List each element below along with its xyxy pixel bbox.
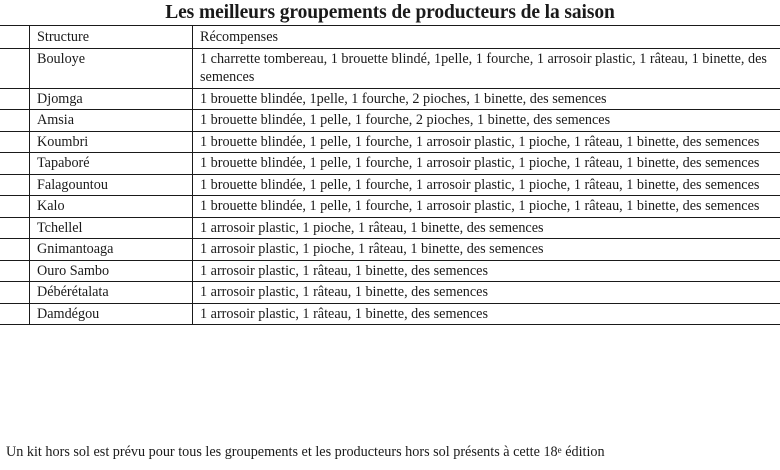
structure-cell: Kalo: [30, 196, 193, 218]
rank-cell: [0, 196, 30, 218]
header-structure: Structure: [30, 26, 193, 49]
table-row: [0, 131, 780, 153]
rewards-cell: 1 arrosoir plastic, 1 pioche, 1 râteau, 1 binette, des semences: [193, 217, 780, 239]
structure-cell: Falagountou: [30, 174, 193, 196]
rank-cell: [0, 303, 30, 325]
rank-cell: [0, 260, 30, 282]
footnote: [6, 444, 605, 461]
table-row: [0, 153, 780, 175]
structure-cell: Ouro Sambo: [30, 260, 193, 282]
header-rewards: Récompenses: [193, 26, 780, 49]
header-rank: [0, 26, 30, 49]
page-title: Les meilleurs groupements de producteurs de la saison: [165, 2, 615, 23]
structure-cell: Débérétalata: [30, 282, 193, 304]
rewards-cell: 1 brouette blindée, 1 pelle, 1 fourche, 1 arrosoir plastic, 1 pioche, 1 râteau, 1 binette, des semences: [193, 174, 780, 196]
structure-cell: Bouloye: [30, 48, 193, 88]
table-row: [0, 217, 780, 239]
table-row: [0, 303, 780, 325]
footnote-superscript: e: [557, 445, 562, 455]
rewards-cell: 1 brouette blindée, 1 pelle, 1 fourche, 2 pioches, 1 binette, des semences: [193, 110, 780, 132]
rewards-cell: 1 brouette blindée, 1 pelle, 1 fourche, 1 arrosoir plastic, 1 pioche, 1 râteau, 1 binette, des semences: [193, 196, 780, 218]
table-row: [0, 88, 780, 110]
rank-cell: [0, 239, 30, 261]
rewards-cell: 1 arrosoir plastic, 1 râteau, 1 binette, des semences: [193, 282, 780, 304]
rank-cell: [0, 153, 30, 175]
rewards-cell: 1 brouette blindée, 1 pelle, 1 fourche, 1 arrosoir plastic, 1 pioche, 1 râteau, 1 binette, des semences: [193, 153, 780, 175]
rank-cell: [0, 217, 30, 239]
rank-cell: [0, 131, 30, 153]
structure-cell: Tchellel: [30, 217, 193, 239]
structure-cell: Tapaboré: [30, 153, 193, 175]
rewards-cell: 1 brouette blindée, 1 pelle, 1 fourche, 1 arrosoir plastic, 1 pioche, 1 râteau, 1 binette, des semences: [193, 131, 780, 153]
structure-cell: Amsia: [30, 110, 193, 132]
footnote-text: Un kit hors sol est prévu pour tous les groupements et les producteurs hors sol présents à cette 18: [6, 444, 558, 460]
rank-cell: [0, 110, 30, 132]
table-row: [0, 48, 780, 88]
rewards-cell: 1 arrosoir plastic, 1 pioche, 1 râteau, 1 binette, des semences: [193, 239, 780, 261]
structure-cell: Damdégou: [30, 303, 193, 325]
table-header-row: [0, 26, 780, 49]
rewards-cell: 1 arrosoir plastic, 1 râteau, 1 binette, des semences: [193, 260, 780, 282]
table-row: [0, 239, 780, 261]
rank-cell: [0, 282, 30, 304]
rewards-cell: 1 charrette tombereau, 1 brouette blindé, 1pelle, 1 fourche, 1 arrosoir plastic, 1 râteau, 1 binette, des semences: [193, 48, 780, 88]
structure-cell: Djomga: [30, 88, 193, 110]
structure-cell: Koumbri: [30, 131, 193, 153]
rewards-cell: 1 arrosoir plastic, 1 râteau, 1 binette, des semences: [193, 303, 780, 325]
rank-cell: [0, 174, 30, 196]
awards-table: [0, 25, 780, 325]
rank-cell: [0, 48, 30, 88]
footnote-suffix: édition: [561, 444, 605, 460]
rank-cell: [0, 88, 30, 110]
table-row: [0, 174, 780, 196]
structure-cell: Gnimantoaga: [30, 239, 193, 261]
table-row: [0, 260, 780, 282]
rewards-cell: 1 brouette blindée, 1pelle, 1 fourche, 2 pioches, 1 binette, des semences: [193, 88, 780, 110]
table-row: [0, 110, 780, 132]
table-row: [0, 196, 780, 218]
table-row: [0, 282, 780, 304]
